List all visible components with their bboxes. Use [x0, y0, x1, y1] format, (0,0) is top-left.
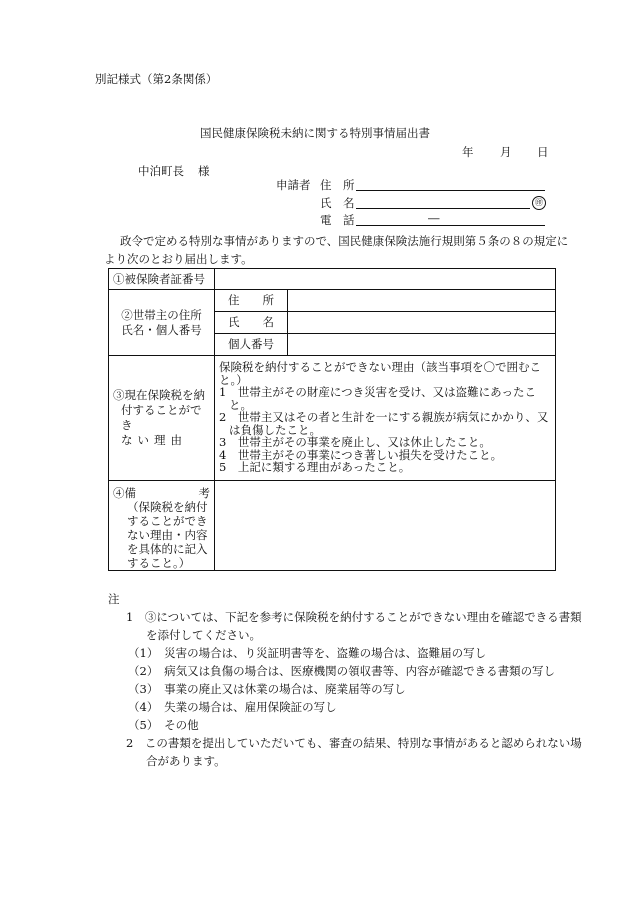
reason-label-line1: ③現在保険税を納 — [113, 388, 205, 403]
householder-id-label: 個人番号 — [215, 334, 288, 356]
seal-mark-icon: ㊞ — [532, 196, 546, 210]
reason-label-line3: ない理由 — [121, 432, 187, 447]
reason-label — [109, 356, 215, 481]
reason-row — [109, 356, 556, 481]
reason-option-5[interactable]: 5 上記に類する理由があったこと。 — [219, 460, 411, 474]
addressee — [138, 164, 210, 179]
applicant-name-field[interactable] — [356, 208, 530, 209]
date-month-label: 月 — [500, 145, 512, 159]
householder-name-field[interactable] — [288, 312, 556, 334]
form-table — [108, 268, 556, 571]
householder-label — [109, 290, 215, 356]
document-title: 国民健康保険税未納に関する特別事情届出書 — [200, 126, 430, 140]
remarks-heading — [113, 486, 210, 500]
notes-section — [108, 590, 588, 770]
reason-options — [215, 356, 556, 481]
date-year-label: 年 — [462, 145, 474, 159]
applicant-label: 申請者 — [276, 178, 311, 192]
remarks-field[interactable] — [215, 481, 556, 571]
remarks-instructions: （保険税を納付することができない理由・内容を具体的に記入すること。） — [127, 500, 208, 570]
form-label: 別記様式（第2条関係） — [95, 72, 218, 86]
householder-address-row — [109, 290, 556, 312]
note-sub-5: （5） その他 — [128, 718, 199, 732]
insured-number-label: ①被保険者証番号 — [109, 269, 215, 290]
householder-address-field[interactable] — [288, 290, 556, 312]
note-sub-1: （1） 災害の場合は、り災証明書等を、盗難の場合は、盗難届の写し — [128, 646, 487, 660]
reason-intro: 保険税を納付することができない理由（該当事項を〇で囲むこと。） — [219, 360, 541, 387]
insured-number-row — [109, 269, 556, 290]
phone-separator: ― — [428, 211, 440, 225]
householder-label-line2: 氏名・個人番号 — [121, 322, 202, 337]
note-sub-3: （3） 事業の廃止又は休業の場合は、廃業届等の写し — [128, 682, 406, 696]
intro-paragraph: 政令で定める特別な事情がありますので、国民健康保険法施行規則第５条の８の規定により次のとおり届出します。 — [104, 234, 569, 266]
insured-number-field[interactable] — [215, 269, 556, 290]
householder-address-label: 住 所 — [215, 290, 288, 312]
householder-label-line1: ②世帯主の住所 — [121, 307, 202, 322]
remarks-heading-tail: 考 — [198, 486, 210, 500]
householder-name-label: 氏 名 — [215, 312, 288, 334]
note-item-1: 1 ③については、下記を参考に保険税を納付することができない理由を確認できる書類を添付してください。 — [126, 610, 582, 642]
reason-option-4[interactable]: 4 世帯主がその事業につき著しい損失を受けたこと。 — [219, 447, 503, 462]
applicant-address-field[interactable] — [356, 190, 545, 191]
applicant-phone-field[interactable] — [356, 225, 545, 226]
applicant-address-label: 住 所 — [320, 178, 355, 192]
householder-id-field[interactable] — [288, 334, 556, 356]
reason-option-3[interactable]: 3 世帯主がその事業を廃止し、又は休止したこと。 — [219, 435, 491, 449]
reason-option-1[interactable]: 1 世帯主がその財産につき災害を受け、又は盗難にあったこと。 — [219, 385, 537, 412]
applicant-name-label: 氏 名 — [320, 196, 355, 210]
note-sub-4: （4） 失業の場合は、雇用保険証の写し — [128, 700, 337, 714]
remarks-label — [109, 481, 215, 571]
reason-option-2[interactable]: 2 世帯主又はその者と生計を一にする親族が病気にかかり、又は負傷したこと。 — [219, 410, 549, 437]
note-sub-2: （2） 病気又は負傷の場合は、医療機関の領収書等、内容が確認できる書類の写し — [128, 664, 556, 678]
date-day-label: 日 — [537, 145, 549, 159]
reason-label-line2: 付することができ — [121, 403, 202, 432]
addressee-name: 中泊町長 — [138, 164, 184, 178]
remarks-heading-head: ④備 — [113, 486, 136, 500]
notes-heading: 注 — [108, 592, 120, 606]
remarks-row — [109, 481, 556, 571]
addressee-honorific: 様 — [198, 164, 210, 178]
applicant-phone-label: 電 話 — [320, 213, 355, 227]
note-item-2: 2 この書類を提出していただいても、審査の結果、特別な事情があると認められない場合があります。 — [126, 736, 582, 768]
